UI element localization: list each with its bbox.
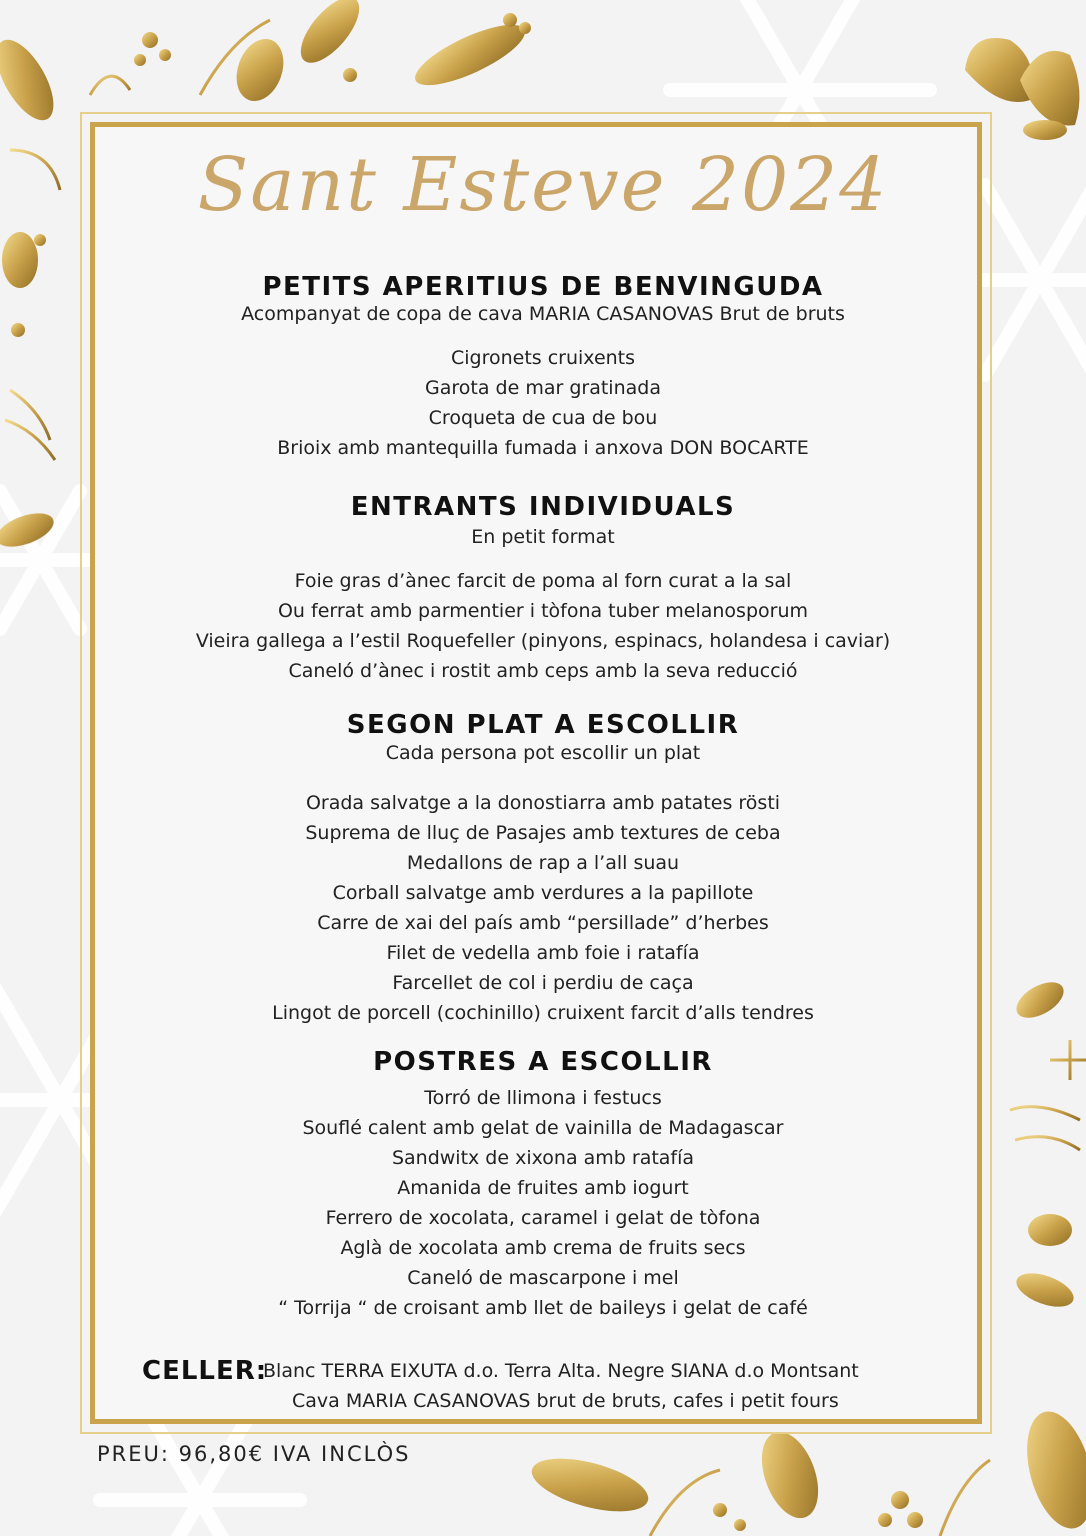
list-item: Ferrero de xocolata, caramel i gelat de tòfona (325, 1207, 761, 1229)
list-item: Suprema de lluç de Pasajes amb textures de ceba (305, 822, 781, 844)
list-item: “ Torrija “ de croisant amb llet de baileys i gelat de café (278, 1297, 808, 1319)
list-item: Farcellet de col i perdiu de caça (392, 972, 694, 994)
section-heading-aperitius: PETITS APERITIUS DE BENVINGUDA (262, 272, 824, 302)
section-subtitle-segon-plat: Cada persona pot escollir un plat (385, 742, 701, 764)
list-item: Lingot de porcell (cochinillo) cruixent farcit d’alls tendres (272, 1002, 814, 1024)
section-items-entrants (0, 566, 1086, 686)
list-item: Corball salvatge amb verdures a la papillote (332, 882, 754, 904)
section-items-postres (0, 1083, 1086, 1323)
list-item: Carre de xai del país amb “persillade” d’herbes (317, 912, 769, 934)
section-items-segon-plat (0, 788, 1086, 1028)
section-items-aperitius (0, 343, 1086, 463)
list-item: Brioix amb mantequilla fumada i anxova DON BOCARTE (277, 437, 809, 459)
price: PREU: 96,80€ IVA INCLÒS (97, 1442, 411, 1466)
list-item: Foie gras d’ànec farcit de poma al forn curat a la sal (294, 570, 792, 592)
list-item: Cigronets cruixents (450, 347, 636, 369)
celler-label: CELLER: (142, 1356, 268, 1386)
list-item: Sandwitx de xixona amb ratafía (391, 1147, 695, 1169)
list-item: Croqueta de cua de bou (428, 407, 658, 429)
list-item: Medallons de rap a l’all suau (406, 852, 680, 874)
celler-line-1: Blanc TERRA EIXUTA d.o. Terra Alta. Negre SIANA d.o Montsant (263, 1360, 859, 1382)
menu-title: Sant Esteve 2024 (197, 142, 889, 228)
celler-line-2: Cava MARIA CASANOVAS brut de bruts, cafes i petit fours (292, 1390, 839, 1412)
list-item: Garota de mar gratinada (425, 377, 661, 399)
section-subtitle-aperitius: Acompanyat de copa de cava MARIA CASANOVAS Brut de bruts (241, 303, 845, 325)
list-item: Caneló d’ànec i rostit amb ceps amb la seva reducció (288, 660, 798, 682)
list-item: Souflé calent amb gelat de vainilla de Madagascar (302, 1117, 784, 1139)
section-heading-entrants: ENTRANTS INDIVIDUALS (350, 492, 736, 522)
list-item: Aglà de xocolata amb crema de fruits secs (340, 1237, 746, 1259)
list-item: Caneló de mascarpone i mel (407, 1267, 679, 1289)
section-heading-postres: POSTRES A ESCOLLIR (373, 1047, 713, 1077)
section-subtitle-entrants: En petit format (471, 526, 615, 548)
list-item: Amanida de fruites amb iogurt (397, 1177, 689, 1199)
list-item: Vieira gallega a l’estil Roquefeller (pinyons, espinacs, holandesa i caviar) (195, 630, 891, 652)
list-item: Orada salvatge a la donostiarra amb patates rösti (305, 792, 781, 814)
list-item: Ou ferrat amb parmentier i tòfona tuber melanosporum (277, 600, 809, 622)
list-item: Torró de llimona i festucs (424, 1087, 662, 1109)
section-heading-segon-plat: SEGON PLAT A ESCOLLIR (346, 710, 740, 740)
list-item: Filet de vedella amb foie i ratafía (386, 942, 700, 964)
